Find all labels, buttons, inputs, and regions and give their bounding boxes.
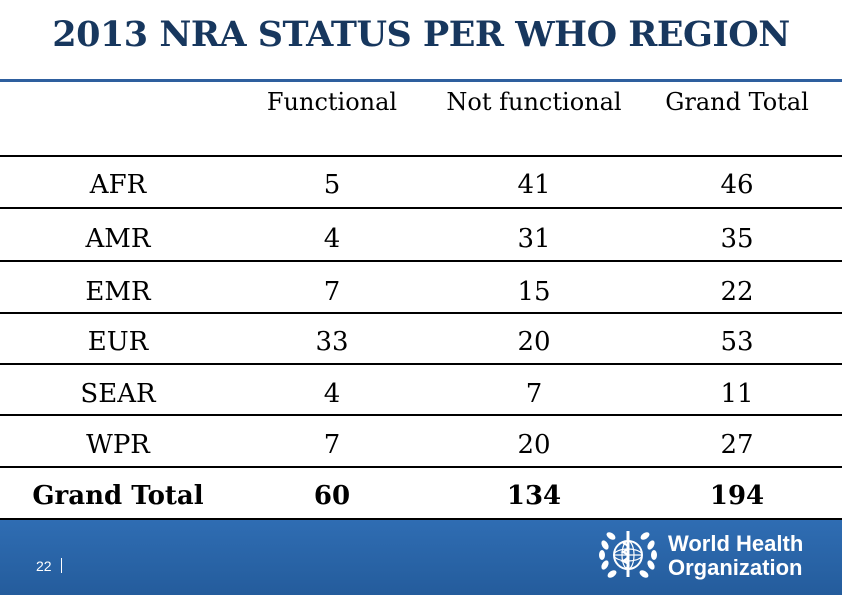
functional-cell: 7 xyxy=(323,277,341,307)
region-cell: WPR xyxy=(86,430,150,460)
not-functional-cell: 41 xyxy=(517,170,551,200)
region-cell: EUR xyxy=(87,327,149,357)
table-rule xyxy=(0,155,842,157)
not-functional-cell: 7 xyxy=(525,379,543,409)
header-grand-total: Grand Total xyxy=(665,88,809,116)
functional-cell: 4 xyxy=(323,224,341,254)
total-cell: 27 xyxy=(720,430,754,460)
table-rule xyxy=(0,414,842,416)
title-divider xyxy=(0,79,842,82)
logo-line-1: World Health xyxy=(668,531,804,556)
functional-cell: 33 xyxy=(315,327,349,357)
table-rule xyxy=(0,207,842,209)
total-cell: 46 xyxy=(720,170,754,200)
table-rule xyxy=(0,260,842,262)
grand-total-not-functional: 134 xyxy=(506,481,562,511)
table-rule xyxy=(0,363,842,365)
who-logo-text xyxy=(668,532,803,580)
page-number-divider xyxy=(61,558,62,573)
total-cell: 11 xyxy=(720,379,754,409)
region-cell: EMR xyxy=(85,277,151,307)
functional-cell: 4 xyxy=(323,379,341,409)
grand-total-label: Grand Total xyxy=(32,481,204,511)
total-cell: 35 xyxy=(720,224,754,254)
page-number: 22 xyxy=(36,558,52,574)
region-cell: AMR xyxy=(85,224,151,254)
grand-total-total: 194 xyxy=(709,481,765,511)
page-title: 2013 NRA STATUS PER WHO REGION xyxy=(52,14,790,55)
header-functional: Functional xyxy=(266,88,398,116)
total-cell: 22 xyxy=(720,277,754,307)
region-cell: SEAR xyxy=(80,379,156,409)
logo-line-2: Organization xyxy=(668,555,803,580)
grand-total-functional: 60 xyxy=(313,481,351,511)
total-cell: 53 xyxy=(720,327,754,357)
functional-cell: 5 xyxy=(323,170,341,200)
header-not-functional: Not functional xyxy=(446,88,622,116)
not-functional-cell: 20 xyxy=(517,327,551,357)
region-cell: AFR xyxy=(89,170,147,200)
functional-cell: 7 xyxy=(323,430,341,460)
not-functional-cell: 20 xyxy=(517,430,551,460)
not-functional-cell: 15 xyxy=(517,277,551,307)
who-emblem-icon xyxy=(592,523,664,587)
table-rule xyxy=(0,466,842,468)
not-functional-cell: 31 xyxy=(517,224,551,254)
table-rule xyxy=(0,312,842,314)
